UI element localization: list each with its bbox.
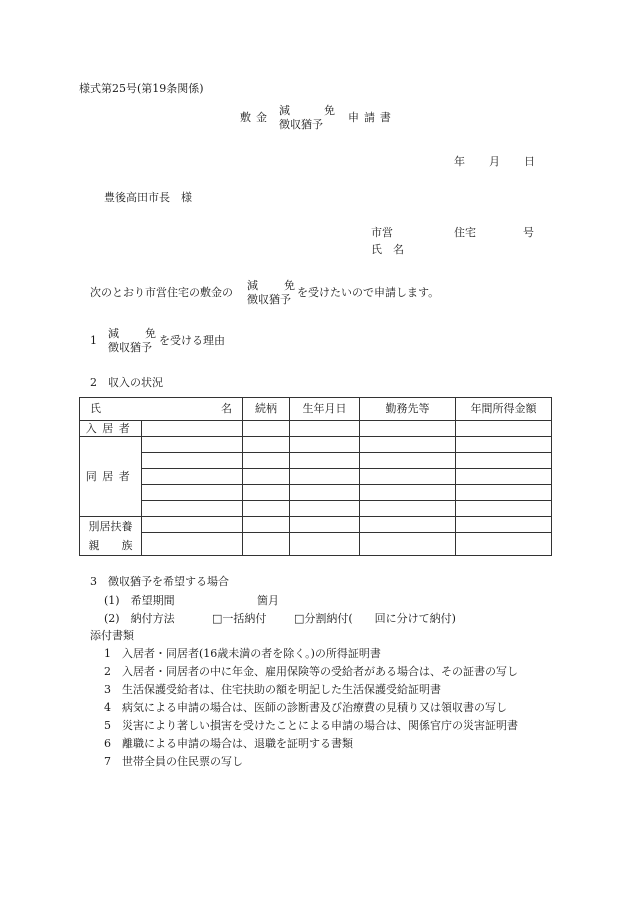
number-suffix: 号 bbox=[523, 226, 534, 239]
cohabitant-name-cell[interactable] bbox=[142, 501, 243, 517]
header-name-surname: 氏 bbox=[90, 402, 101, 415]
cohabitant-name-cell[interactable] bbox=[142, 469, 243, 485]
cohabitant-workplace-cell[interactable] bbox=[360, 453, 456, 469]
separate-relative-name-cell[interactable] bbox=[142, 533, 243, 556]
cohabitant-birthdate-cell[interactable] bbox=[290, 501, 360, 517]
separate-relative-row bbox=[80, 517, 552, 533]
header-name bbox=[80, 398, 243, 421]
addressee: 豊後高田市長 様 bbox=[104, 191, 192, 204]
cohabitant-birthdate-cell[interactable] bbox=[290, 437, 360, 453]
attachment-item-4: 4 病気による申請の場合は、医師の診断書及び治療費の見積り又は領収書の写し bbox=[104, 701, 507, 714]
cohabitant-relation-cell[interactable] bbox=[243, 469, 290, 485]
method-label: (2) 納付方法 bbox=[104, 612, 175, 625]
section-1-defer: 徴収猶予 bbox=[108, 341, 152, 354]
cohabitant-row bbox=[80, 501, 552, 517]
resident-workplace-cell[interactable] bbox=[360, 421, 456, 437]
cohabitant-row bbox=[80, 453, 552, 469]
section-1-number: 1 bbox=[90, 334, 97, 347]
cohabitant-workplace-cell[interactable] bbox=[360, 469, 456, 485]
date-month: 月 bbox=[489, 155, 500, 168]
form-number: 様式第25号(第19条関係) bbox=[79, 82, 204, 95]
period-unit: 箇月 bbox=[257, 594, 279, 607]
request-stack bbox=[247, 279, 295, 307]
separate-relative-row bbox=[80, 533, 552, 556]
cohabitant-relation-cell[interactable] bbox=[243, 453, 290, 469]
title-stack bbox=[279, 104, 335, 132]
section-1-stack bbox=[108, 327, 156, 355]
attachment-item-7: 7 世帯全員の住民票の写し bbox=[104, 755, 243, 768]
attachment-item-5: 5 災害により著しい損害を受けたことによる申請の場合は、関係官庁の災害証明書 bbox=[104, 719, 518, 732]
cohabitant-row bbox=[80, 469, 552, 485]
header-birthdate: 生年月日 bbox=[290, 398, 360, 421]
separate-relative-workplace-cell[interactable] bbox=[360, 517, 456, 533]
housing-suffix: 住宅 bbox=[454, 226, 476, 239]
request-exempt: 免 bbox=[284, 279, 295, 292]
attachment-item-3: 3 生活保護受給者は、住宅扶助の額を明記した生活保護受給証明書 bbox=[104, 683, 441, 696]
income-table bbox=[79, 397, 552, 556]
title-suffix: 申請書 bbox=[348, 111, 396, 124]
income-table-header bbox=[80, 398, 552, 421]
cohabitant-income-cell[interactable] bbox=[456, 453, 552, 469]
header-relation: 続柄 bbox=[243, 398, 290, 421]
row-label-cohabitant: 同居者 bbox=[80, 437, 142, 517]
installment-checkbox[interactable]: □分割納付( 回に分けて納付) bbox=[294, 612, 456, 625]
attachment-item-6: 6 離職による申請の場合は、退職を証明する書類 bbox=[104, 737, 353, 750]
separate-relative-line1: 別居扶養 bbox=[88, 520, 133, 533]
resident-row bbox=[80, 421, 552, 437]
lump-sum-checkbox[interactable]: □一括納付 bbox=[212, 612, 267, 625]
cohabitant-birthdate-cell[interactable] bbox=[290, 453, 360, 469]
separate-relative-relation-cell[interactable] bbox=[243, 517, 290, 533]
title-reduce: 減 bbox=[279, 104, 290, 117]
cohabitant-income-cell[interactable] bbox=[456, 501, 552, 517]
cohabitant-name-cell[interactable] bbox=[142, 437, 243, 453]
housing-label: 市営 bbox=[371, 226, 393, 239]
cohabitant-relation-cell[interactable] bbox=[243, 501, 290, 517]
row-label-resident: 入居者 bbox=[80, 421, 142, 437]
title-prefix: 敷金 bbox=[240, 111, 272, 124]
separate-relative-income-cell[interactable] bbox=[456, 517, 552, 533]
name-label: 氏 名 bbox=[371, 243, 404, 256]
cohabitant-row bbox=[80, 485, 552, 501]
cohabitant-birthdate-cell[interactable] bbox=[290, 469, 360, 485]
cohabitant-row bbox=[80, 437, 552, 453]
separate-relative-name-cell[interactable] bbox=[142, 517, 243, 533]
section-1-suffix: を受ける理由 bbox=[159, 334, 225, 347]
resident-birthdate-cell[interactable] bbox=[290, 421, 360, 437]
cohabitant-workplace-cell[interactable] bbox=[360, 501, 456, 517]
header-workplace: 勤務先等 bbox=[360, 398, 456, 421]
header-income: 年間所得金額 bbox=[456, 398, 552, 421]
cohabitant-name-cell[interactable] bbox=[142, 453, 243, 469]
request-after: を受けたいので申請します。 bbox=[297, 286, 440, 299]
row-label-separate-relative bbox=[80, 517, 142, 556]
request-defer: 徴収猶予 bbox=[247, 293, 291, 306]
resident-income-cell[interactable] bbox=[456, 421, 552, 437]
cohabitant-workplace-cell[interactable] bbox=[360, 437, 456, 453]
section-1-exempt: 免 bbox=[145, 327, 156, 340]
separate-relative-relation-cell[interactable] bbox=[243, 533, 290, 556]
cohabitant-income-cell[interactable] bbox=[456, 469, 552, 485]
attachment-item-2: 2 入居者・同居者の中に年金、雇用保険等の受給者がある場合は、その証書の写し bbox=[104, 665, 518, 678]
attachments-heading: 添付書類 bbox=[90, 629, 134, 642]
date-year: 年 bbox=[454, 155, 465, 168]
separate-relative-income-cell[interactable] bbox=[456, 533, 552, 556]
section-1-reduce: 減 bbox=[108, 327, 119, 340]
title-exempt: 免 bbox=[324, 104, 335, 117]
section-3-heading: 3 徴収猶予を希望する場合 bbox=[90, 575, 229, 588]
request-before: 次のとおり市営住宅の敷金の bbox=[90, 286, 233, 299]
title-defer: 徴収猶予 bbox=[279, 118, 323, 131]
separate-relative-birthdate-cell[interactable] bbox=[290, 533, 360, 556]
cohabitant-income-cell[interactable] bbox=[456, 437, 552, 453]
section-2-heading: 2 収入の状況 bbox=[90, 376, 163, 389]
resident-relation-cell[interactable] bbox=[243, 421, 290, 437]
separate-relative-birthdate-cell[interactable] bbox=[290, 517, 360, 533]
period-label: (1) 希望期間 bbox=[104, 594, 175, 607]
cohabitant-workplace-cell[interactable] bbox=[360, 485, 456, 501]
separate-relative-line2: 親 族 bbox=[88, 539, 133, 552]
resident-name-cell[interactable] bbox=[142, 421, 243, 437]
attachment-item-1: 1 入居者・同居者(16歳未満の者を除く。)の所得証明書 bbox=[104, 647, 381, 660]
cohabitant-income-cell[interactable] bbox=[456, 485, 552, 501]
separate-relative-workplace-cell[interactable] bbox=[360, 533, 456, 556]
cohabitant-birthdate-cell[interactable] bbox=[290, 485, 360, 501]
date-day: 日 bbox=[524, 155, 535, 168]
header-name-given: 名 bbox=[221, 402, 232, 415]
cohabitant-relation-cell[interactable] bbox=[243, 437, 290, 453]
cohabitant-relation-cell[interactable] bbox=[243, 485, 290, 501]
cohabitant-name-cell[interactable] bbox=[142, 485, 243, 501]
request-reduce: 減 bbox=[247, 279, 258, 292]
